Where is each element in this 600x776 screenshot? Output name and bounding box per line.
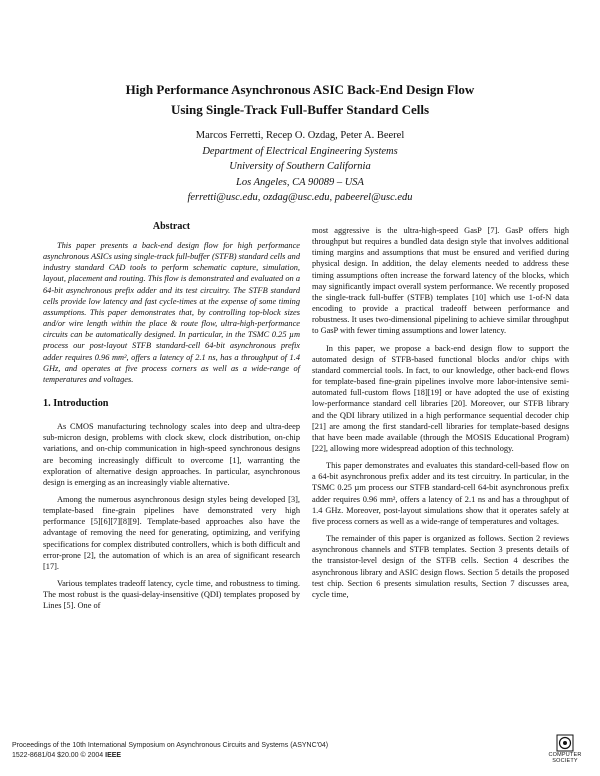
- title-line-2: Using Single-Track Full-Buffer Standard Cells: [170, 102, 430, 117]
- right-paragraph-2: In this paper, we propose a back-end design flow to support the automated design of STFB-based functional blocks and/or chips with standard commercial tools. In fact, to our knowledge, other back-end flows for template-based fine-grain pipelines involve more labor-intensive semi-automated full-custom flows [18][19] or have adopted the use of existing low-performance standard cell libraries [20]. Moreover, our STFB library and the QDI library utilized in a high performance sequential decoder chip [21] are among the first standard-cell libraries for template-based designs that have been made available (through the MOSIS Educational Program) [22], allowing more widespread adoption of this technology.: [312, 343, 569, 453]
- author-emails: ferretti@usc.edu, ozdag@usc.edu, pabeerel@usc.edu: [187, 192, 413, 204]
- title-line-1: High Performance Asynchronous ASIC Back-End Design Flow: [125, 82, 475, 97]
- author-location: Los Angeles, CA 90089 – USA: [236, 176, 364, 188]
- author-department: Department of Electrical Engineering Systems: [202, 145, 398, 157]
- right-paragraph-1: most aggressive is the ultra-high-speed GasP [7]. GasP offers high throughput but requires a bundled data design style that involves additional timing margins and assumptions that must be ensured and verified during physical design. In addition, the delay elements needed to address these timing assumptions often increase the forward latency of the blocks, which may significantly impact overall system performance. We recently proposed the single-track full-buffer (STFB) templates [10] which use 1-of-N data encoding to provide a practical tradeoff between performance and robustness. It uses two-dimensional pipelining to achieve similar throughput to GasP with fewer timing assumptions and lower latency.: [312, 226, 569, 336]
- right-paragraph-3: This paper demonstrates and evaluates this standard-cell-based flow on a 64-bit asynchronous prefix adder and its test circuitry. In particular, in the TSMC 0.25 µm process our STFB standard-cell 64-bit asynchronous prefix adder requires 0.96 mm², offers a latency of 2.1 ns and has a throughput of 1.4 GHz. Moreover, post-layout simulations show that it operates safely at five process corners as well as a wide-range of temperatures and voltages.: [312, 461, 569, 526]
- abstract-heading: Abstract: [152, 221, 191, 232]
- footer-ieee: IEEE: [105, 752, 122, 759]
- paper-title: [40, 80, 560, 120]
- author-block: [40, 128, 560, 206]
- logo-text-society: SOCIETY: [552, 758, 578, 764]
- abstract-text: This paper presents a back-end design flow for high performance asynchronous ASICs using single-track full-buffer (STFB) standard cells and industry standard CAD tools to perform schematic capture, simulation, layout, placement and routing. This flow is demonstrated and evaluated on a 64-bit asynchronous prefix adder and its test circuitry. The STFB standard cells provide low latency and fast cycle-times at the expense of some timing assumptions. This paper demonstrates that, by controlling top-block sizes and/or wire length within the place & route flow, ultra-high-performance circuits can be automatically designed. In particular, in the TSMC 0.25 µm process our post-layout STFB standard-cell 64-bit asynchronous prefix adder requires 0.96 mm², offers a latency of 2.1 ns, has a throughput of 1.4 GHz, and operates at five process corners as well as a wide-range of temperatures and voltages.: [43, 241, 300, 384]
- intro-paragraph-2: Among the numerous asynchronous design styles being developed [3], template-based fine-grain pipelines have demonstrated very high performance [5][6][7][8][9]. Template-based approaches also have the advantage of removing the need for generating, optimizing, and verifying specifications for complex distributed controllers, which is both difficult and error-prone [2], the automation of which is an area of significant research [17].: [43, 494, 300, 571]
- logo-text-computer: COMPUTER: [548, 752, 582, 758]
- right-paragraph-4: The remainder of this paper is organized as follows. Section 2 reviews asynchronous channels and STFB templates. Section 3 presents details of the transistor-level design of the STFB cells. Section 4 describes the asynchronous library and ASIC design flows. Section 5 details the proposed test chip. Section 6 presents simulation results, Section 7 discusses area, cycle time,: [312, 534, 569, 599]
- right-column: [312, 225, 569, 606]
- author-names: Marcos Ferretti, Recep O. Ozdag, Peter A. Beerel: [195, 130, 405, 141]
- intro-paragraph-3: Various templates tradeoff latency, cycle time, and robustness to timing. The most robust is the quasi-delay-insensitive (QDI) templates proposed by Lines [5]. One of: [43, 579, 300, 611]
- ieee-computer-society-logo-icon: [556, 734, 574, 752]
- intro-paragraph-1: As CMOS manufacturing technology scales into deep and ultra-deep sub-micron design, problems with clock skew, clock distribution, on-chip variations, and on-chip communication in high-speed synchronous designs are becoming increasingly difficult to overcome [1], warranting the exploration of alternative design approaches. In particular, asynchronous design is emerging as an increasingly viable alternative.: [43, 422, 300, 487]
- computer-society-logo: [540, 734, 590, 770]
- footer-copyright-text: 1522-8681/04 $20.00 © 2004: [12, 752, 106, 759]
- left-column: [43, 220, 300, 618]
- author-university: University of Southern California: [229, 161, 371, 173]
- footer-copyright: [12, 751, 512, 761]
- footer-proceedings: Proceedings of the 10th International Symposium on Asynchronous Circuits and Systems (ASYNC'04): [12, 742, 329, 749]
- introduction-heading: 1. Introduction: [43, 398, 109, 410]
- page-footer: [12, 741, 512, 761]
